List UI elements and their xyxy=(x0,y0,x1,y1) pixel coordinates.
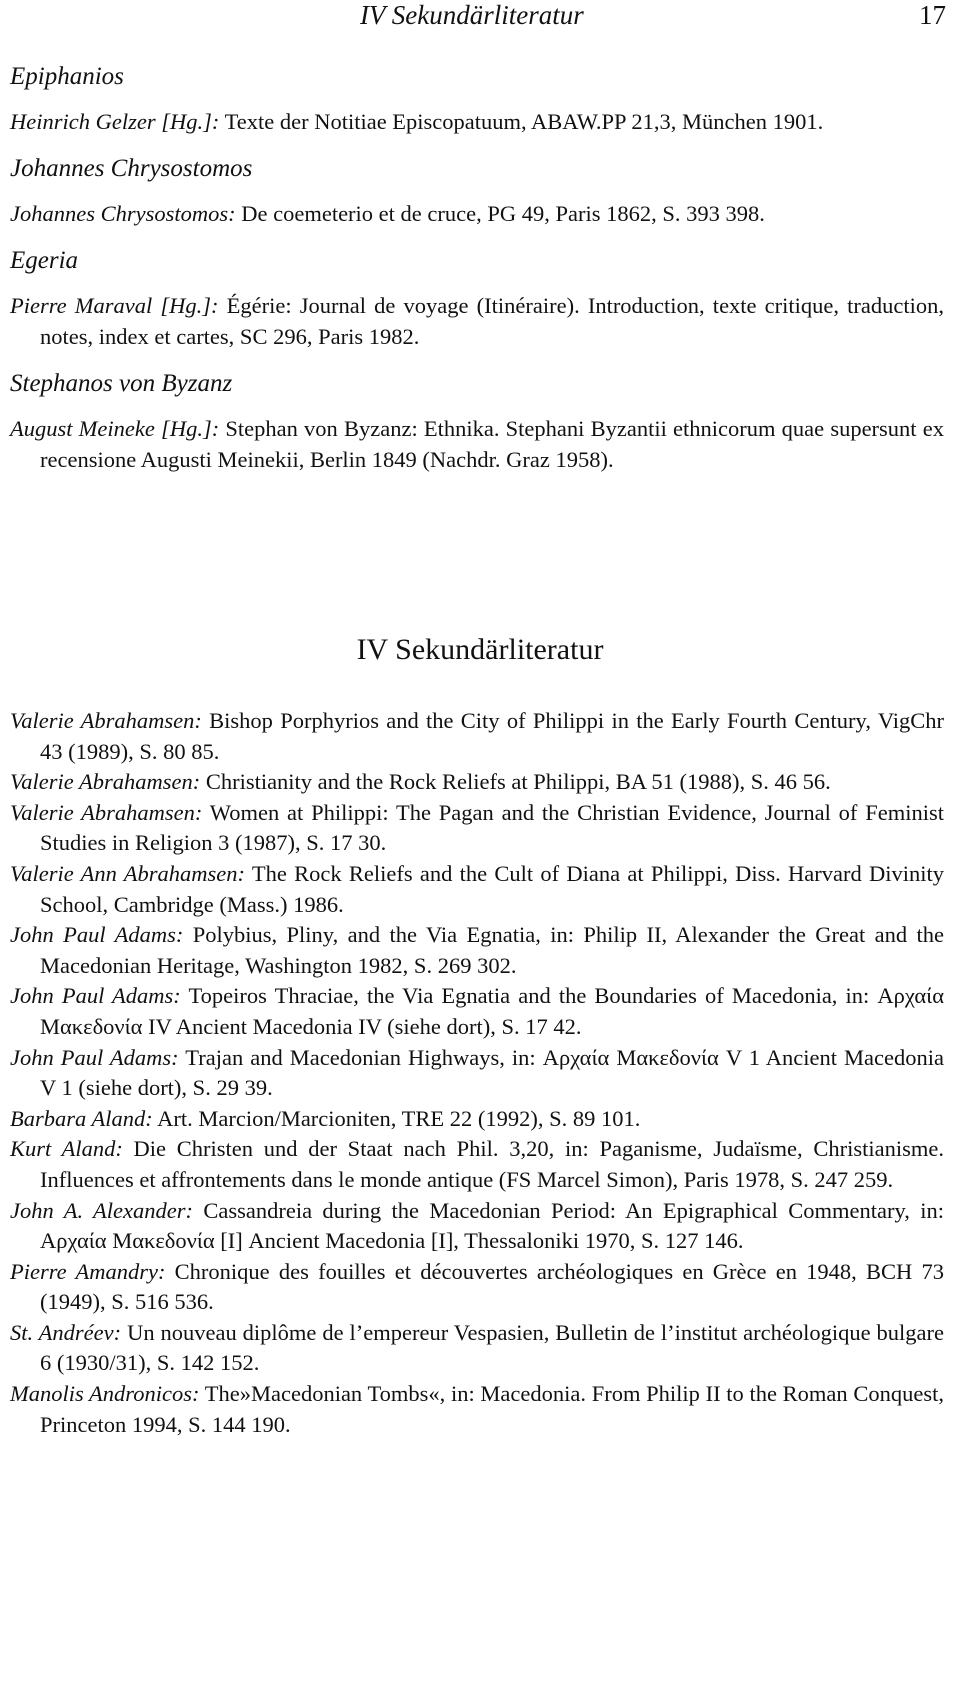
source-entry xyxy=(10,290,944,352)
entry-text: Stephan von Byzanz: Ethnika. Stephani Byzantii ethnicorum quae supersunt ex recensione Augusti Meinekii, Berlin 1849 (Nachdr. Graz 1958). xyxy=(40,416,944,472)
entry-author: Barbara Aland: xyxy=(10,1105,153,1131)
bibliography-entry xyxy=(10,798,944,859)
running-head xyxy=(0,0,946,30)
entry-author: Pierre Amandry: xyxy=(10,1258,166,1284)
source-entry xyxy=(10,413,944,475)
entry-text: Cassandreia during the Macedonian Period: An Epigraphical Commentary, in: Αρχαία Μακεδονία [I] Ancient Macedonia [I], Thessaloniki 1970, S. 127 146. xyxy=(40,1197,944,1254)
entry-author: John Paul Adams: xyxy=(10,983,181,1009)
entry-text: Trajan and Macedonian Highways, in: Αρχαία Μακεδονία V 1 Ancient Macedonia V 1 (siehe dort), S. 29 39. xyxy=(40,1044,944,1101)
bibliography-entry xyxy=(10,1318,944,1379)
source-heading: Johannes Chrysostomos xyxy=(10,155,253,182)
primary-sources-list xyxy=(10,62,944,475)
page-number: 17 xyxy=(919,0,946,30)
section-heading: IV Sekundärliteratur xyxy=(356,633,604,666)
entry-author: August Meineke [Hg.]: xyxy=(10,416,220,441)
entry-author: Valerie Ann Abrahamsen: xyxy=(10,860,245,886)
entry-author: Kurt Aland: xyxy=(10,1136,123,1162)
entry-text: Topeiros Thraciae, the Via Egnatia and the Boundaries of Macedonia, in: Αρχαία Μακεδονία IV Ancient Macedonia IV (siehe dort), S. 17 42. xyxy=(40,983,944,1039)
source-entry xyxy=(10,106,944,137)
entry-author: John A. Alexander: xyxy=(10,1197,193,1223)
entry-author: Johannes Chrysostomos: xyxy=(10,201,236,226)
entry-author: John Paul Adams: xyxy=(10,1044,179,1070)
entry-text: Art. Marcion/Marcioniten, TRE 22 (1992), S. 89 101. xyxy=(152,1105,641,1131)
secondary-literature-list xyxy=(10,706,944,1440)
entry-author: Valerie Abrahamsen: xyxy=(10,769,201,795)
bibliography-entry xyxy=(10,1379,944,1440)
entry-author: Valerie Abrahamsen: xyxy=(10,708,202,733)
entry-text: Women at Philippi: The Pagan and the Christian Evidence, Journal of Feminist Studies in Religion 3 (1987), S. 17 30. xyxy=(40,799,944,856)
entry-text: De coemeterio et de cruce, PG 49, Paris 1862, S. 393 398. xyxy=(235,201,765,226)
bibliography-entry xyxy=(10,1134,944,1195)
bibliography-entry xyxy=(10,1043,944,1104)
bibliography-entry xyxy=(10,859,944,920)
entry-author: Pierre Maraval [Hg.]: xyxy=(10,293,219,318)
entry-text: Un nouveau diplôme de l’empereur Vespasien, Bulletin de l’institut archéologique bulgare 6 (1930/31), S. 142 152. xyxy=(40,1319,944,1376)
entry-text: Texte der Notitiae Episcopatuum, ABAW.PP 21,3, München 1901. xyxy=(219,109,824,134)
entry-author: Manolis Andronicos: xyxy=(10,1381,200,1407)
entry-text: Polybius, Pliny, and the Via Egnatia, in: Philip II, Alexander the Great and the Macedonian Heritage, Washington 1982, S. 269 302. xyxy=(40,922,944,978)
entry-text: Die Christen und der Staat nach Phil. 3,20, in: Paganisme, Judaïsme, Christianisme. Influences et affrontements dans le monde antique (FS Marcel Simon), Paris 1978, S. 247 259. xyxy=(40,1136,944,1192)
entry-text: The»Macedonian Tombs«, in: Macedonia. From Philip II to the Roman Conquest, Princeton 1994, S. 144 190. xyxy=(40,1381,944,1437)
entry-author: St. Andréev: xyxy=(10,1319,122,1345)
entry-text: Bishop Porphyrios and the City of Philippi in the Early Fourth Century, VigChr 43 (1989), S. 80 85. xyxy=(40,708,944,764)
source-heading: Egeria xyxy=(10,247,79,274)
bibliography-entry xyxy=(10,1104,944,1135)
bibliography-entry xyxy=(10,1196,944,1257)
source-heading: Stephanos von Byzanz xyxy=(10,370,233,397)
entry-author: Valerie Abrahamsen: xyxy=(10,799,203,825)
bibliography-entry xyxy=(10,1257,944,1318)
entry-text: The Rock Reliefs and the Cult of Diana at Philippi, Diss. Harvard Divinity School, Cambridge (Mass.) 1986. xyxy=(40,860,944,917)
entry-text: Chronique des fouilles et découvertes archéologiques en Grèce en 1948, BCH 73 (1949), S. 516 536. xyxy=(40,1258,944,1315)
entry-text: Christianity and the Rock Reliefs at Philippi, BA 51 (1988), S. 46 56. xyxy=(200,769,831,795)
bibliography-entry xyxy=(10,920,944,981)
running-title: IV Sekundärliteratur xyxy=(360,0,584,30)
bibliography-entry xyxy=(10,767,944,798)
entry-text: Égérie: Journal de voyage (Itinéraire). Introduction, texte critique, traduction, notes, index et cartes, SC 296, Paris 1982. xyxy=(40,293,944,349)
source-entry xyxy=(10,198,944,229)
entry-author: John Paul Adams: xyxy=(10,922,184,948)
bibliography-entry xyxy=(10,706,944,767)
bibliography-entry xyxy=(10,981,944,1042)
entry-author: Heinrich Gelzer [Hg.]: xyxy=(10,109,220,134)
source-heading: Epiphanios xyxy=(10,63,124,90)
